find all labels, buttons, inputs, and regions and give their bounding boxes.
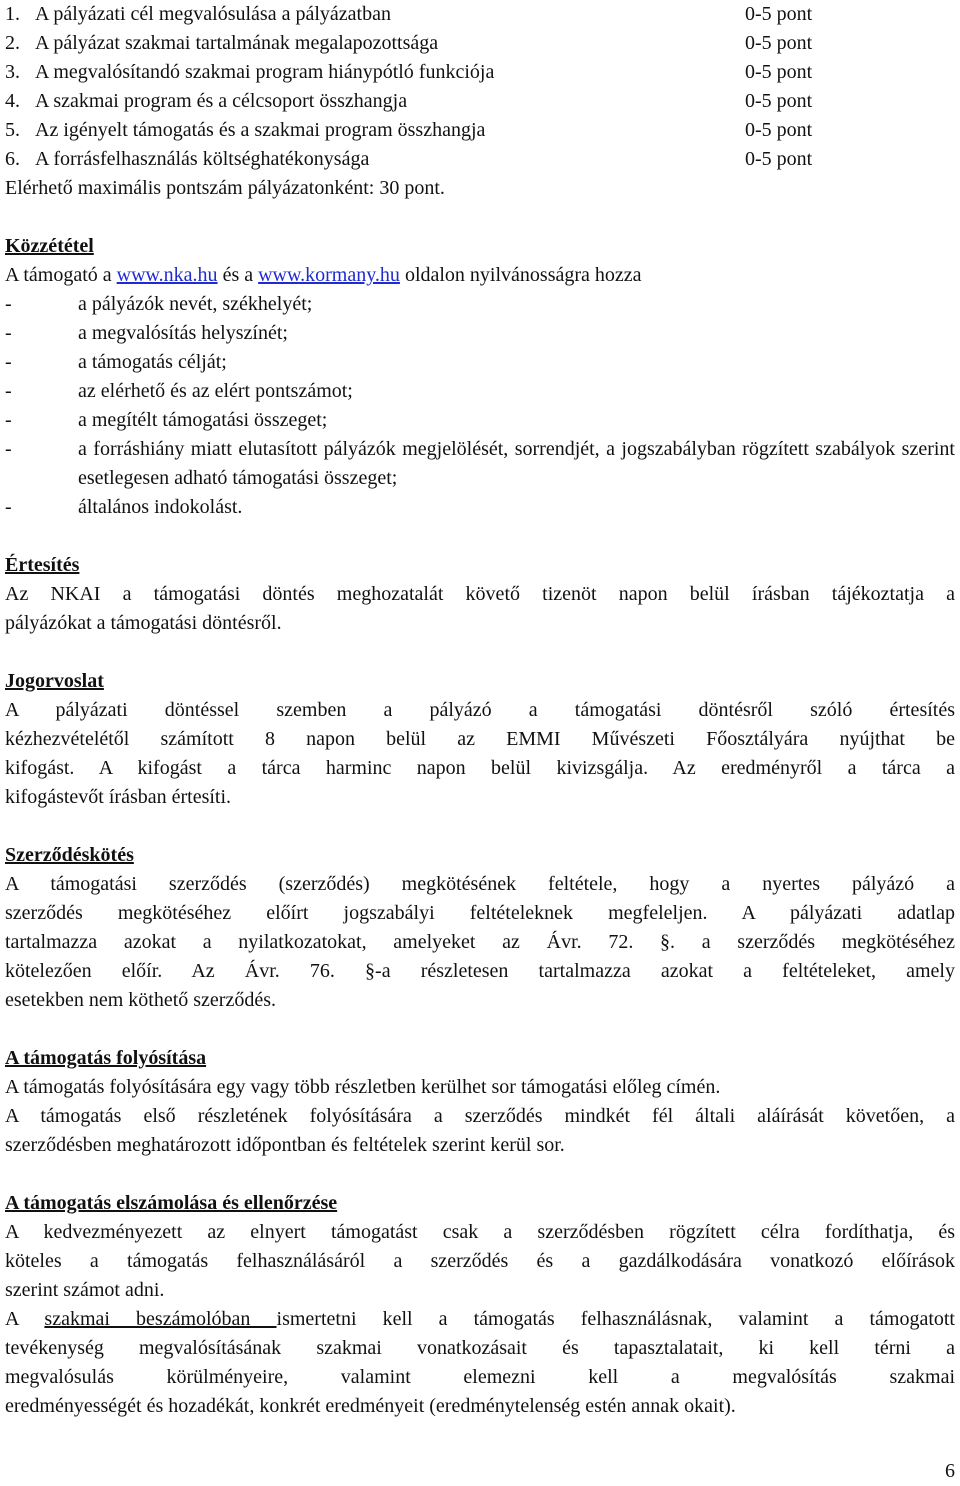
document-page — [5, 0, 955, 1421]
paragraph-line: köteles a támogatás felhasználásáról a szerződés és a gazdálkodására vonatkozó előírások — [5, 1250, 955, 1272]
paragraph-line — [5, 1305, 955, 1334]
section-ertesites — [5, 551, 955, 638]
list-item-text: a pályázók nevét, székhelyét; — [78, 293, 313, 315]
paragraph-line: esetekben nem köthető szerződés. — [5, 989, 277, 1011]
paragraph-line: megvalósulás körülményeire, valamint elemezni kell a megvalósítás szakmai — [5, 1366, 955, 1388]
criteria-list — [5, 0, 955, 203]
criteria-text: A megvalósítandó szakmai program hiánypótló funkciója — [35, 61, 495, 83]
section-kozzetetel — [5, 232, 955, 522]
intro-text: és a — [217, 264, 259, 286]
section-heading: A támogatás elszámolása és ellenőrzése — [5, 1192, 338, 1214]
criteria-text: A pályázat szakmai tartalmának megalapozottsága — [35, 32, 439, 54]
criteria-number: 6. — [5, 148, 20, 170]
criteria-points: 0-5 pont — [745, 148, 813, 170]
list-item: - a támogatás célját; — [5, 351, 227, 373]
paragraph-line: kézhezvételétől számított 8 napon belül az EMMI Művészeti Főosztályára nyújthat be — [5, 728, 955, 750]
section-jogorvoslat — [5, 667, 955, 812]
kormany-link[interactable]: www.kormany.hu — [258, 264, 400, 286]
paragraph-line: A támogatás folyósítására egy vagy több részletben kerülhet sor támogatási előleg címén. — [5, 1076, 721, 1098]
kozzetetel-list — [5, 290, 955, 522]
list-item-text: a megítélt támogatási összeget; — [78, 409, 328, 431]
section-heading: A támogatás folyósítása — [5, 1047, 207, 1069]
criteria-text: Az igényelt támogatás és a szakmai program összhangja — [35, 119, 486, 141]
criteria-points: 0-5 pont — [745, 90, 813, 112]
paragraph-line: tartalmazza azokat a nyilatkozatokat, amelyeket az Ávr. 72. §. a szerződés megkötéséhez — [5, 931, 955, 953]
paragraph-line: szerint számot adni. — [5, 1279, 165, 1301]
paragraph-line: Az NKAI a támogatási döntés meghozatalát követő tizenöt napon belül írásban tájékoztatja a — [5, 583, 955, 605]
intro-text: A támogató a — [5, 264, 117, 286]
criteria-row — [5, 145, 955, 174]
page-number: 6 — [945, 1460, 955, 1482]
paragraph-line: A támogatás első részletének folyósítására a szerződés mindkét fél általi aláírását követően, a — [5, 1105, 955, 1127]
paragraph-line: kifogást. A kifogást a tárca harminc napon belül kivizsgálja. Az eredményről a tárca a — [5, 757, 955, 779]
criteria-number: 2. — [5, 32, 20, 54]
criteria-text: A forrásfelhasználás költséghatékonysága — [35, 148, 370, 170]
criteria-number: 3. — [5, 61, 20, 83]
list-item-text: a forráshiány miatt elutasított pályázók megjelölését, sorrendjét, a jogszabályban rögzített szabályok szerint esetlegesen adható támogatási összeget; — [78, 438, 955, 489]
list-item: - a megítélt támogatási összeget; — [5, 409, 328, 431]
list-item-text: az elérhető és az elért pontszámot; — [78, 380, 353, 402]
section-heading: Szerződéskötés — [5, 844, 134, 866]
paragraph-line: A pályázati döntéssel szemben a pályázó a támogatási döntésről szóló értesítés — [5, 699, 955, 721]
section-folyositas — [5, 1044, 955, 1160]
criteria-points: 0-5 pont — [745, 32, 813, 54]
paragraph-line: A támogatási szerződés (szerződés) megkötésének feltétele, hogy a nyertes pályázó a — [5, 873, 955, 895]
criteria-number: 5. — [5, 119, 20, 141]
paragraph-line: kifogástevőt írásban értesíti. — [5, 786, 232, 808]
section-heading: Értesítés — [5, 554, 80, 576]
criteria-number: 4. — [5, 90, 20, 112]
kozzetetel-intro — [5, 261, 955, 290]
criteria-row — [5, 58, 955, 87]
beszamolo-underlined: szakmai beszámolóban — [44, 1308, 277, 1330]
paragraph-line: szerződésben meghatározott időpontban és feltételek szerint kerül sor. — [5, 1134, 565, 1156]
list-item: - a megvalósítás helyszínét; — [5, 322, 288, 344]
section-elszamolas — [5, 1189, 955, 1421]
intro-text: oldalon nyilvánosságra hozza — [399, 264, 642, 286]
criteria-row — [5, 87, 955, 116]
list-item-text: általános indokolást. — [78, 496, 243, 518]
section-heading: Jogorvoslat — [5, 670, 104, 692]
paragraph-line: pályázókat a támogatási döntésről. — [5, 612, 282, 634]
nka-link[interactable]: www.nka.hu — [116, 264, 218, 286]
list-item: - az elérhető és az elért pontszámot; — [5, 380, 353, 402]
criteria-text: A szakmai program és a célcsoport összhangja — [35, 90, 408, 112]
list-item: - általános indokolást. — [5, 496, 243, 518]
section-heading: Közzététel — [5, 235, 94, 257]
paragraph-line: tevékenység megvalósításának szakmai vonatkozásait és tapasztalatait, ki kell térni a — [5, 1337, 955, 1359]
criteria-text: A pályázati cél megvalósulása a pályázatban — [35, 3, 391, 25]
paragraph-line: szerződés megkötéséhez előírt jogszabályi feltételeknek megfeleljen. A pályázati adatlap — [5, 902, 955, 924]
paragraph-line: kötelezően előír. Az Ávr. 76. §-a részletesen tartalmazza azokat a feltételeket, amely — [5, 960, 955, 982]
section-szerzodeskotes — [5, 841, 955, 1015]
paragraph-text: ismertetni kell a támogatás felhasználásnak, valamint a támogatott — [276, 1308, 955, 1330]
criteria-points: 0-5 pont — [745, 119, 813, 141]
paragraph-line: eredményességét és hozadékát, konkrét eredményeit (eredménytelenség estén annak okait). — [5, 1395, 736, 1417]
list-item: - a pályázók nevét, székhelyét; — [5, 293, 313, 315]
criteria-points: 0-5 pont — [745, 3, 813, 25]
list-item-text: a megvalósítás helyszínét; — [78, 322, 288, 344]
paragraph-text: A — [5, 1308, 45, 1330]
criteria-row — [5, 116, 955, 145]
list-item-text: a támogatás célját; — [78, 351, 227, 373]
max-score: Elérhető maximális pontszám pályázatonként: 30 pont. — [5, 177, 445, 199]
criteria-points: 0-5 pont — [745, 61, 813, 83]
list-item: - a forráshiány miatt elutasított pályázók megjelölését, sorrendjét, a jogszabályban rögzített szabályok szerint esetlegesen adható támogatási összeget; — [5, 438, 955, 489]
criteria-row — [5, 29, 955, 58]
criteria-row — [5, 0, 955, 29]
criteria-number: 1. — [5, 3, 20, 25]
paragraph-line: A kedvezményezett az elnyert támogatást csak a szerződésben rögzített célra fordíthatja, és — [5, 1221, 955, 1243]
